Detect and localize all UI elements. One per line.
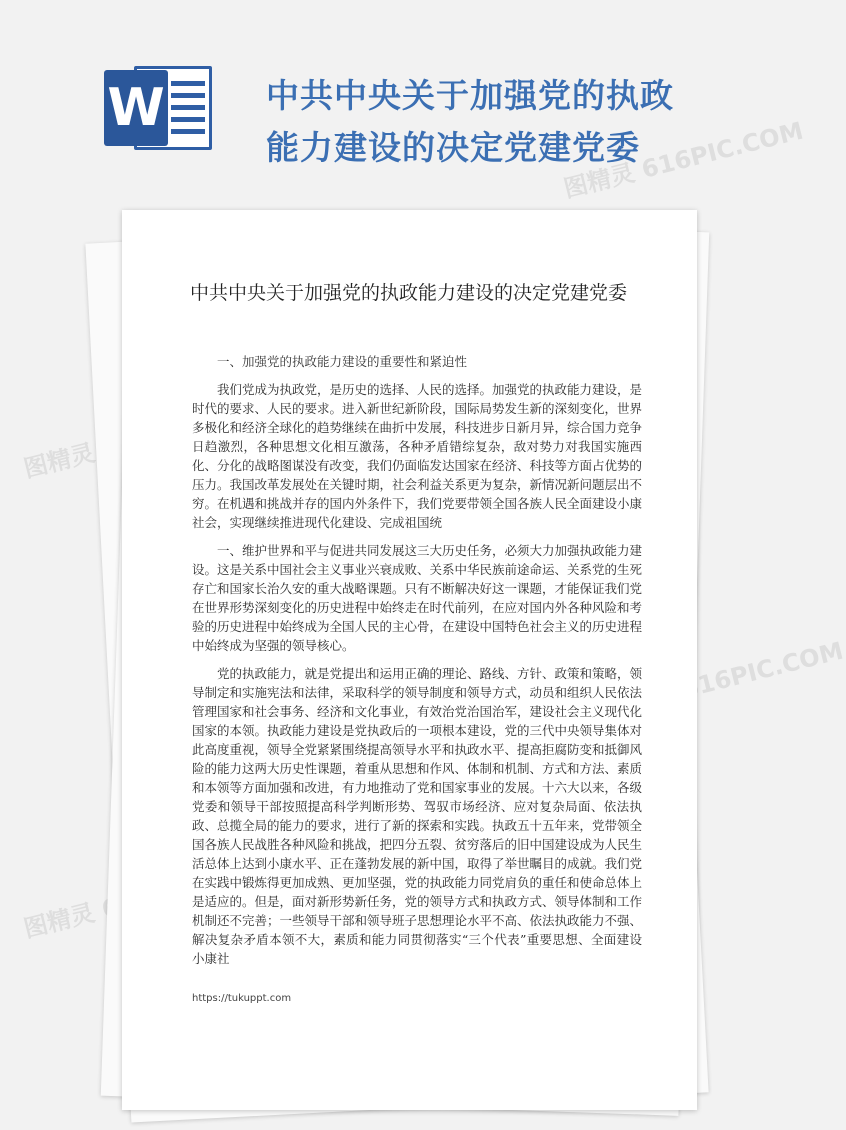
banner-title: 中共中央关于加强党的执政能力建设的决定党建党委 <box>266 76 674 167</box>
paragraph: 一、维护世界和平与促进共同发展这三大历史任务，必须大力加强执政能力建设。这是关系中国社会主义事业兴衰成败、关系中华民族前途命运、关系党的生死存亡和国家长治久安的重大战略课题。只有不断解决好这一课题，才能保证我们党在世界形势深刻变化的历史进程中始终走在时代前列，在应对国内外各种风险和考验的历史进程中始终成为全国人民的主心骨，在建设中国特色社会主义的历史进程中始终成为坚强的领导核心。 <box>192 543 643 653</box>
paragraph: 我们党成为执政党，是历史的选择、人民的选择。加强党的执政能力建设，是时代的要求、人民的要求。进入新世纪新阶段，国际局势发生新的深刻变化，世界多极化和经济全球化的趋势继续在曲折中发展，科技进步日新月异，综合国力竞争日趋激烈，各种思想文化相互激荡，各种矛盾错综复杂，敌对势力对我国实施西化、分化的战略图谋没有改变，我们仍面临发达国家在经济、科技等方面占优势的压力。我国改革发展处在关键时期，社会利益关系更为复杂，新情况新问题层出不穷。在机遇和挑战并存的国内外条件下，我们党要带领全国各族人民全面建设小康社会，实现继续推进现代化建设、完成祖国统 <box>192 382 643 530</box>
document-page <box>122 210 697 1110</box>
word-logo-badge: W <box>104 70 168 146</box>
footer-url[interactable]: https://tukuppt.com <box>192 993 292 1004</box>
watermark: 图精灵 <box>20 898 98 944</box>
watermark: 图精灵 <box>20 438 98 484</box>
paragraph: 党的执政能力，就是党提出和运用正确的理论、路线、方针、政策和策略，领导制定和实施宪法和法律，采取科学的领导制度和领导方式，动员和组织人民依法管理国家和社会事务、经济和文化事业，有效治党治国治军，建设社会主义现代化国家的本领。执政能力建设是党执政后的一项根本建设，党的三代中央领导集体对此高度重视，领导全党紧紧围绕提高领导水平和执政水平、提高拒腐防变和抵御风险的能力这两大历史性课题，着重从思想和作风、体制和机制、方式和方法、素质和本领等方面加强和改进，有力地推动了党和国家事业的发展。十六大以来，各级党委和领导干部按照提高科学判断形势、驾驭市场经济、应对复杂局面、依法执政、总揽全局的能力的要求，进行了新的探索和实践。执政五十五年来，党带领全国各族人民战胜各种风险和挑战，把四分五裂、贫穷落后的旧中国建设成为人民生活总体上达到小康水平、正在蓬勃发展的新中国，取得了举世瞩目的成就。我们党在实践中锻炼得更加成熟、更加坚强，党的执政能力同党肩负的重任和使命总体上是适应的。但是，面对新形势新任务，党的领导方式和执政方式、领导体制和工作机制还不完善；一些领导干部和领导班子思想理论水平不高、依法执政能力不强、解决复杂矛盾本领不大，素质和能力同贯彻落实“三个代表”重要思想、全面建设小康社 <box>192 666 643 966</box>
document-title: 中共中央关于加强党的执政能力建设的决定党建党委 <box>190 282 628 304</box>
word-document-icon <box>104 66 214 150</box>
watermark: 图精灵 616PIC.COM <box>600 636 846 724</box>
section-heading: 一、加强党的执政能力建设的重要性和紧迫性 <box>217 354 468 369</box>
banner <box>0 0 800 200</box>
watermark: 图精灵 616PIC.COM <box>560 116 806 204</box>
document-body <box>192 352 642 977</box>
